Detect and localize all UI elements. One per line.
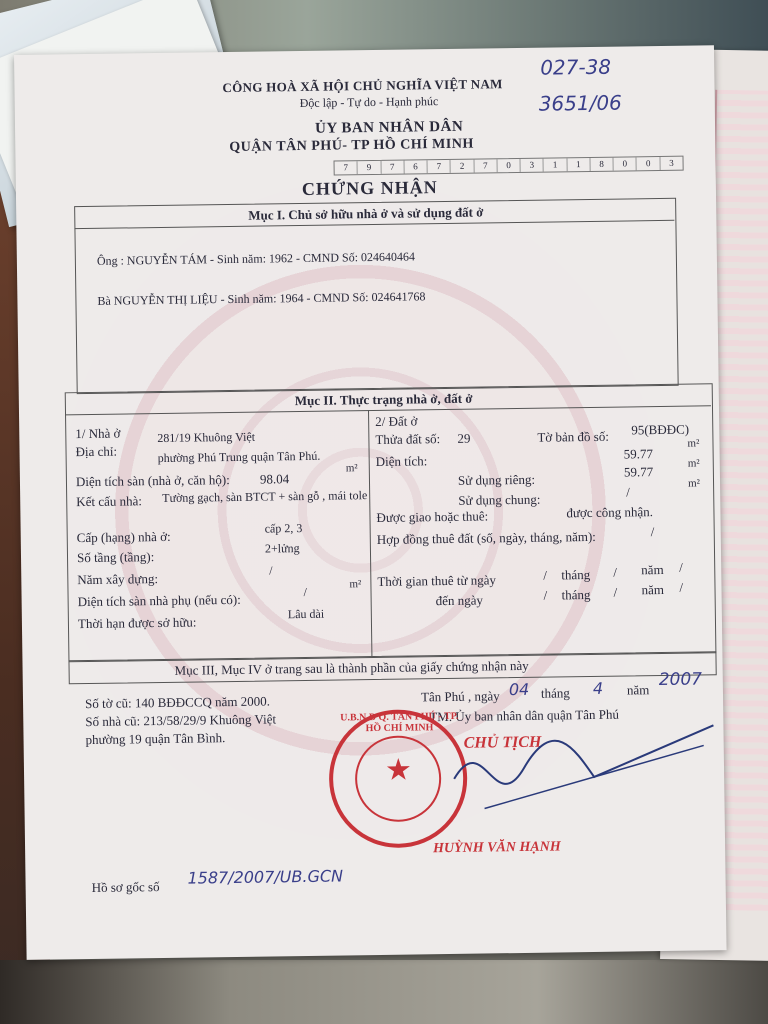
certificate-sheet [14, 45, 727, 960]
old-house-number-2: phường 19 quận Tân Bình. [85, 730, 226, 748]
grant-label: Được giao hoặc thuê: [376, 508, 489, 525]
section2-heading: Mục II. Thực trạng nhà ở, đất ở [294, 390, 473, 409]
section34-note: Mục III, Mục IV ở trang sau là thành phần của giấy chứng nhận này [174, 657, 529, 678]
floor-area-unit: m² [345, 462, 358, 475]
committee-line: TM. Ủy ban nhân dân quận Tân Phú [429, 706, 620, 725]
floor-area-value: 98.04 [259, 471, 290, 487]
seal-text: U.B.N.D Q. TÂN PHÚ - TP. HỒ CHÍ MINH [340, 710, 459, 735]
file-number-value: 1587/2007/UB.GCN [187, 866, 344, 888]
private-use-label: Sử dụng riêng: [457, 471, 536, 488]
file-number-label: Hồ sơ gốc số [91, 879, 160, 895]
serial-digit: 7 [381, 161, 404, 174]
district-heading: QUẬN TÂN PHÚ- TP HỒ CHÍ MINH [229, 136, 474, 156]
position-title: CHỦ TỊCH [463, 733, 542, 752]
floors-value: 2+lửng [264, 541, 300, 556]
date-month-word: tháng [540, 685, 570, 701]
lease-to-label: đến ngày [435, 592, 484, 609]
land-area-label: Diện tích: [375, 453, 428, 469]
lease-contract-label: Hợp đồng thuê đất (số, ngày, tháng, năm): [376, 528, 596, 547]
motto: Độc lập - Tự do - Hạnh phúc [299, 94, 439, 111]
grant-value: được công nhận. [566, 504, 654, 521]
date-day: 04 [508, 679, 530, 700]
serial-digit: 1 [567, 158, 590, 171]
owner-1: Ông : NGUYỄN TÁM - Sinh năm: 1962 - CMND Số: 024640464 [96, 249, 416, 268]
map-sheet-value: 95(BĐĐC) [631, 421, 690, 438]
date-year-word: năm [626, 682, 650, 698]
serial-digit: 3 [521, 159, 544, 172]
aux-area-value: / [303, 584, 307, 600]
shared-use-label: Sử dụng chung: [458, 491, 541, 508]
date-month: 4 [592, 678, 604, 698]
parcel-label: Thửa đất số: [375, 431, 441, 447]
lease-from-label: Thời gian thuê từ ngày [377, 572, 497, 589]
serial-digit: 6 [404, 160, 427, 173]
address-line-1: 281/19 Khuông Việt [157, 429, 256, 446]
serial-number-box [334, 156, 684, 176]
republic-heading: CÔNG HOÀ XÃ HỘI CHỦ NGHĨA VIỆT NAM [222, 76, 503, 96]
land-area-value: 59.77 [623, 446, 653, 462]
serial-digit: 8 [590, 158, 613, 171]
section1-heading: Mục I. Chủ sở hữu nhà ở và sử dụng đất ở [248, 204, 484, 223]
lease-from-month: / [613, 564, 618, 580]
star-icon: ★ [384, 753, 413, 787]
ownership-term-value: Lâu dài [287, 606, 325, 622]
serial-digit: 0 [614, 157, 637, 170]
floor-area-label: Diện tích sàn (nhà ở, căn hộ): [75, 472, 230, 490]
parcel-value: 29 [457, 430, 471, 446]
lease-from-month-label: tháng [561, 567, 591, 583]
shared-use-value: / [626, 484, 630, 500]
handwritten-code-2: 3651/06 [538, 90, 622, 116]
place-date-prefix: Tân Phú , ngày [420, 688, 500, 705]
map-sheet-label: Tờ bản đồ số: [537, 428, 610, 445]
aux-area-label: Diện tích sàn nhà phụ (nếu có): [77, 591, 241, 610]
serial-digit: 1 [544, 158, 567, 171]
serial-digit: 7 [428, 160, 451, 173]
signer-name: HUỲNH VĂN HẠNH [433, 839, 561, 857]
serial-digit: 3 [669, 157, 674, 168]
serial-digit: 9 [358, 161, 381, 174]
lease-to-year: / [679, 579, 684, 595]
background-bottom [0, 960, 768, 1024]
aux-area-unit: m² [349, 578, 362, 591]
structure-label: Kết cấu nhà: [76, 493, 143, 510]
shared-use-unit: m² [687, 477, 700, 490]
serial-digit: 2 [451, 160, 474, 173]
lease-to-day: / [543, 587, 548, 603]
handwritten-code-1: 027-38 [540, 54, 612, 80]
signature [423, 705, 725, 829]
lease-from-year: / [679, 559, 683, 575]
year-built-label: Năm xây dựng: [77, 571, 159, 588]
land-area-unit: m² [687, 437, 700, 450]
lease-from-year-label: năm [641, 561, 664, 578]
serial-digit: 0 [637, 157, 660, 170]
date-year: 2007 [658, 669, 703, 691]
land-label: 2/ Đất ở [375, 413, 418, 429]
serial-digit: 7 [335, 161, 358, 174]
lease-from-day: / [543, 567, 548, 583]
private-use-value: 59.77 [623, 464, 654, 480]
lease-to-month-label: tháng [561, 587, 591, 603]
grade-value: cấp 2, 3 [264, 521, 303, 536]
owner-2: Bà NGUYỄN THỊ LIỆU - Sinh năm: 1964 - CMND Số: 024641768 [97, 289, 426, 308]
certificate-title: CHỨNG NHẬN [301, 177, 438, 199]
grade-label: Cấp (hạng) nhà ở: [76, 528, 171, 546]
lease-contract-value: / [650, 524, 655, 540]
serial-digit: 0 [497, 159, 520, 172]
lease-to-year-label: năm [641, 581, 665, 598]
private-use-unit: m² [687, 457, 700, 470]
ownership-term-label: Thời hạn được sở hữu: [77, 614, 197, 632]
address-line-2: phường Phú Trung quận Tân Phú. [157, 448, 321, 466]
committee-heading: ỦY BAN NHÂN DÂN [314, 118, 464, 137]
signature-stroke-1 [453, 725, 714, 784]
serial-digit: 7 [474, 159, 497, 172]
lease-to-month: / [613, 584, 618, 600]
old-house-number-1: Số nhà cũ: 213/58/29/9 Khuông Việt [85, 711, 277, 730]
house-label: 1/ Nhà ở [75, 425, 121, 442]
old-sheet-number: Số tờ cũ: 140 BĐĐCCQ năm 2000. [84, 693, 271, 712]
structure-value: Tường gạch, sàn BTCT + sàn gỗ , mái tole [162, 488, 368, 505]
floors-label: Số tầng (tầng): [76, 549, 155, 566]
year-built-value: / [269, 563, 273, 578]
address-label: Địa chỉ: [75, 443, 118, 460]
